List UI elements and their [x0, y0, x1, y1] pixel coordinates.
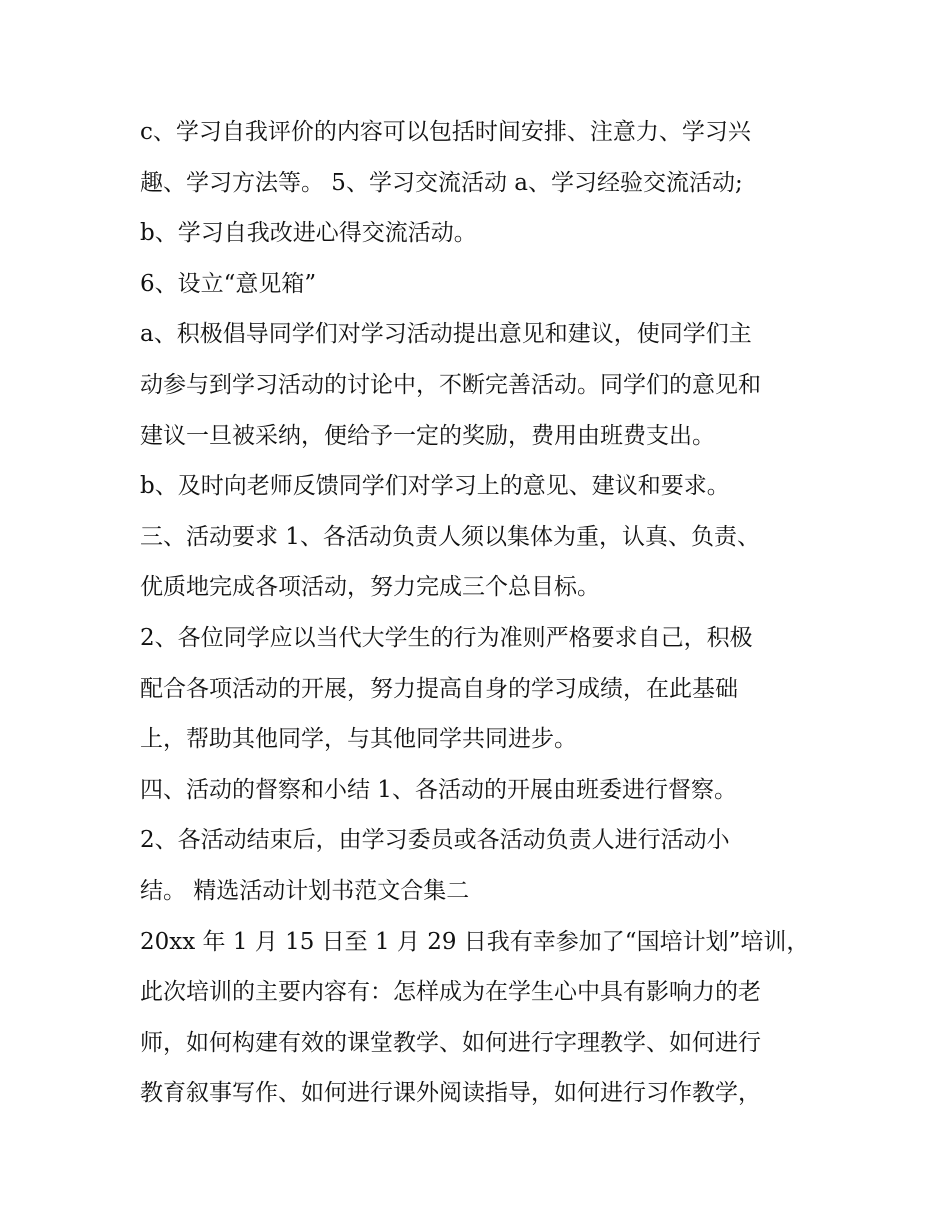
text-line: 配合各项活动的开展，努力提高自身的学习成绩，在此基础: [140, 675, 738, 702]
text-line: 6、设立“意见箱”: [140, 270, 317, 297]
text-line: 建议一旦被采纳，便给予一定的奖励，费用由班费支出。: [140, 422, 715, 449]
text-line: 2、各位同学应以当代大学生的行为准则严格要求自己，积极: [140, 624, 753, 651]
text-line: 2、各活动结束后，由学习委员或各活动负责人进行活动小: [140, 827, 730, 854]
text-line: 趣、学习方法等。 5、学习交流活动 a、学习经验交流活动;: [140, 169, 743, 196]
text-line: 此次培训的主要内容有：怎样成为在学生心中具有影响力的老: [140, 979, 761, 1006]
text-line: c、学习自我评价的内容可以包括时间安排、注意力、学习兴: [140, 119, 751, 145]
text-line: b、学习自我改进心得交流活动。: [140, 220, 477, 247]
text-line: 四、活动的督察和小结 1、各活动的开展由班委进行督察。: [140, 776, 737, 803]
text-line: 上，帮助其他同学，与其他同学共同进步。: [140, 726, 577, 753]
text-line: 师，如何构建有效的课堂教学、如何进行字理教学、如何进行: [140, 1029, 761, 1056]
text-line: a、积极倡导同学们对学习活动提出意见和建议，使同学们主: [140, 321, 752, 348]
text-line: 优质地完成各项活动，努力完成三个总目标。: [140, 574, 600, 601]
text-line: 教育叙事写作、如何进行课外阅读指导，如何进行习作教学，: [140, 1080, 761, 1107]
text-line: 20xx 年 1 月 15 日至 1 月 29 日我有幸参加了“国培计划”培训，: [140, 928, 810, 955]
text-line: b、及时向老师反馈同学们对学习上的意见、建议和要求。: [140, 473, 730, 500]
text-line: 三、活动要求 1、各活动负责人须以集体为重，认真、负责、: [140, 523, 760, 550]
document-body: [140, 107, 830, 1119]
text-line: 结。 精选活动计划书范文合集二: [140, 877, 470, 904]
text-line: 动参与到学习活动的讨论中，不断完善活动。同学们的意见和: [140, 371, 761, 398]
